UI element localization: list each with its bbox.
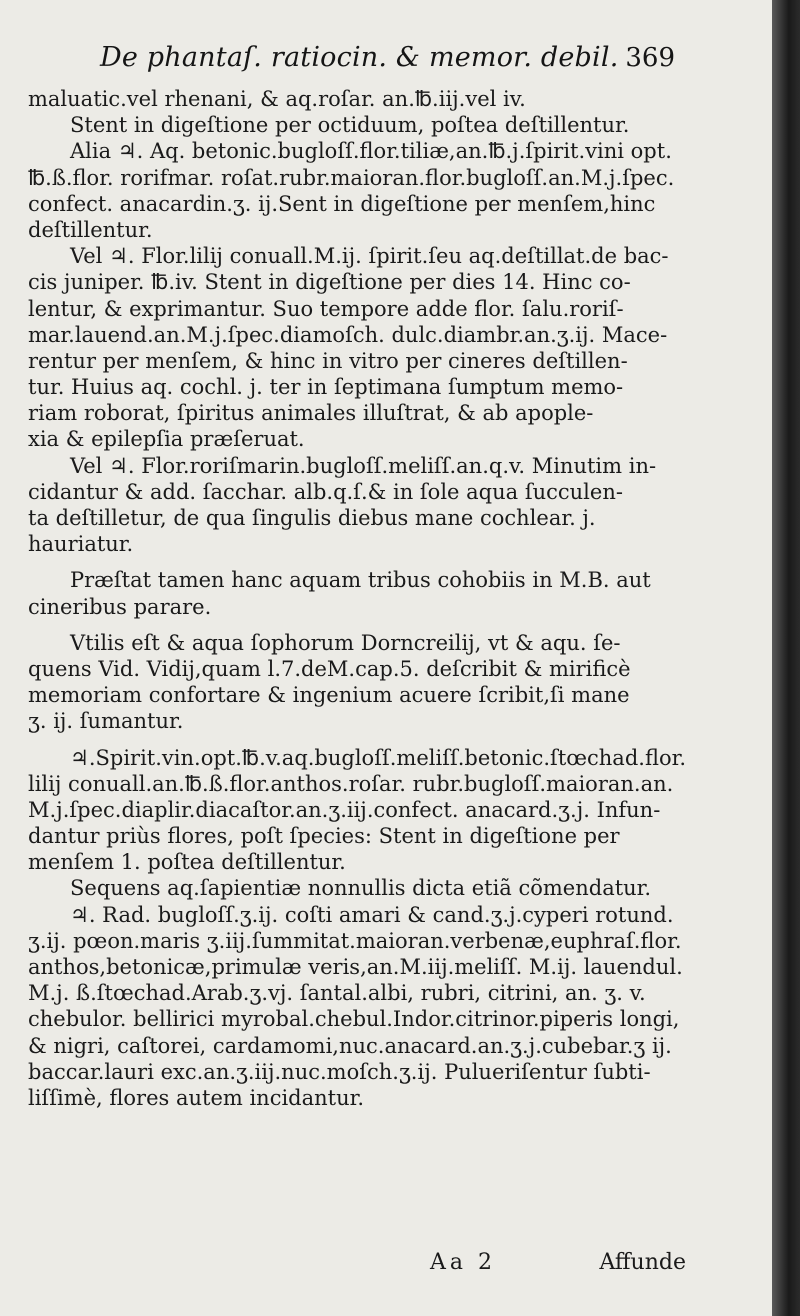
text-line: hauriatur. [28, 532, 134, 557]
text-line: cineribus parare. [28, 594, 212, 619]
text-line: baccar.lauri exc.an.ʒ.iij.nuc.moſch.ʒ.ij. Pulueriſentur ſubti- [28, 1059, 651, 1084]
signature-mark: Aa 2 [430, 1250, 496, 1275]
text-line: maluatic.vel rhenani, & aq.roſar. an.℔.iij.vel iv. [28, 87, 526, 111]
text-line: menſem 1. poſtea deſtillentur. [28, 850, 346, 875]
text-line: Vtilis eſt & aqua ſophorum Dorncreilij, vt & aqu. ſe- [70, 630, 621, 655]
text-line: M.j. ß.ſtœchad.Arab.ʒ.vj. ſantal.albi, rubri, citrini, an. ʒ. v. [28, 981, 646, 1006]
running-title: De phantaſ. ratiocin. & memor. debil. [100, 42, 619, 73]
text-line: & nigri, caſtorei, cardamomi,nuc.anacard.an.ʒ.j.cubebar.ʒ ij. [28, 1033, 672, 1058]
text-line: ℔.ß.flor. rorifmar. roſat.rubr.maioran.flor.bugloſſ.an.M.j.ſpec. [28, 165, 675, 190]
text-line: mar.lauend.an.M.j.ſpec.diamoſch. dulc.diambr.an.ʒ.ij. Mace- [28, 322, 668, 347]
text-line: lilij conuall.an.℔.ß.flor.anthos.roſar. rubr.bugloſſ.maioran.an. [28, 771, 674, 796]
text-line: lentur, & exprimantur. Suo tempore adde flor. ſalu.roriſ- [28, 296, 624, 321]
text-line: chebulor. bellirici myrobal.chebul.Indor.citrinor.piperis longi, [28, 1007, 680, 1032]
text-line: quens Vid. Vidij,quam l.7.deM.cap.5. deſcribit & mirificè [28, 656, 631, 681]
text-line: cis juniper. ℔.iv. Stent in digeſtione per dies 14. Hinc co- [28, 270, 631, 295]
text-line: xia & epilepſia præſeruat. [28, 427, 305, 452]
text-line: anthos,betonicæ,primulæ veris,an.M.iij.meliſſ. M.ij. lauendul. [28, 955, 683, 979]
text-line: Vel ♃. Flor.roriſmarin.bugloſſ.meliſſ.an.q.v. Minutim in- [70, 453, 657, 478]
text-line: ʒ. ij. ſumantur. [28, 709, 184, 734]
book-spine-shadow [772, 0, 800, 1316]
text-line: riam roborat, ſpiritus animales illuſtrat, & ab apople- [28, 401, 594, 426]
text-line: Sequens aq.ſapientiæ nonnullis dicta etiã cõmendatur. [70, 876, 652, 901]
catchword: Affunde [599, 1250, 686, 1275]
text-line: Stent in digeſtione per octiduum, poſtea deſtillentur. [70, 113, 630, 138]
text-line: Vel ♃. Flor.lilij conuall.M.ij. ſpirit.ſeu aq.deſtillat.de bac- [70, 244, 669, 269]
text-line: deſtillentur. [28, 217, 153, 242]
text-line: memoriam confortare & ingenium acuere ſcribit,ſi mane [28, 683, 630, 708]
text-line: rentur per menſem, & hinc in vitro per cineres deſtillen- [28, 348, 628, 373]
page-footer [430, 1250, 686, 1275]
running-header [100, 42, 675, 73]
text-line: M.j.ſpec.diaplir.diacaſtor.an.ʒ.iij.confect. anacard.ʒ.j. Infun- [28, 797, 661, 822]
text-line: Alia ♃. Aq. betonic.bugloſſ.flor.tiliæ,an.℔.j.ſpirit.vini opt. [70, 139, 672, 164]
text-line: ʒ.ij. pœon.maris ʒ.iij.ſummitat.maioran.verbenæ,euphraſ.flor. [28, 928, 682, 953]
text-line: liſſimè, flores autem incidantur. [28, 1085, 365, 1110]
text-line: confect. anacardin.ʒ. ij.Sent in digeſtione per menſem,hinc [28, 191, 656, 216]
text-line: ♃. Rad. bugloſſ.ʒ.ij. coſti amari & cand.ʒ.j.cyperi rotund. [70, 902, 674, 927]
text-line: dantur priùs flores, poſt ſpecies: Stent in digeſtione per [28, 824, 620, 849]
text-block [28, 86, 688, 1111]
text-line: ta deſtilletur, de qua ſingulis diebus mane cochlear. j. [28, 506, 596, 530]
page-number: 369 [625, 43, 675, 73]
text-line: cidantur & add. ſacchar. alb.q.ſ.& in ſole aqua ſucculen- [28, 479, 623, 504]
text-line: ♃.Spirit.vin.opt.℔.v.aq.bugloſſ.meliſſ.betonic.ſtœchad.flor. [70, 745, 687, 770]
text-line: tur. Huius aq. cochl. j. ter in ſeptimana ſumptum memo- [28, 375, 624, 400]
text-line: Præſtat tamen hanc aquam tribus cohobiis in M.B. aut [70, 568, 651, 593]
